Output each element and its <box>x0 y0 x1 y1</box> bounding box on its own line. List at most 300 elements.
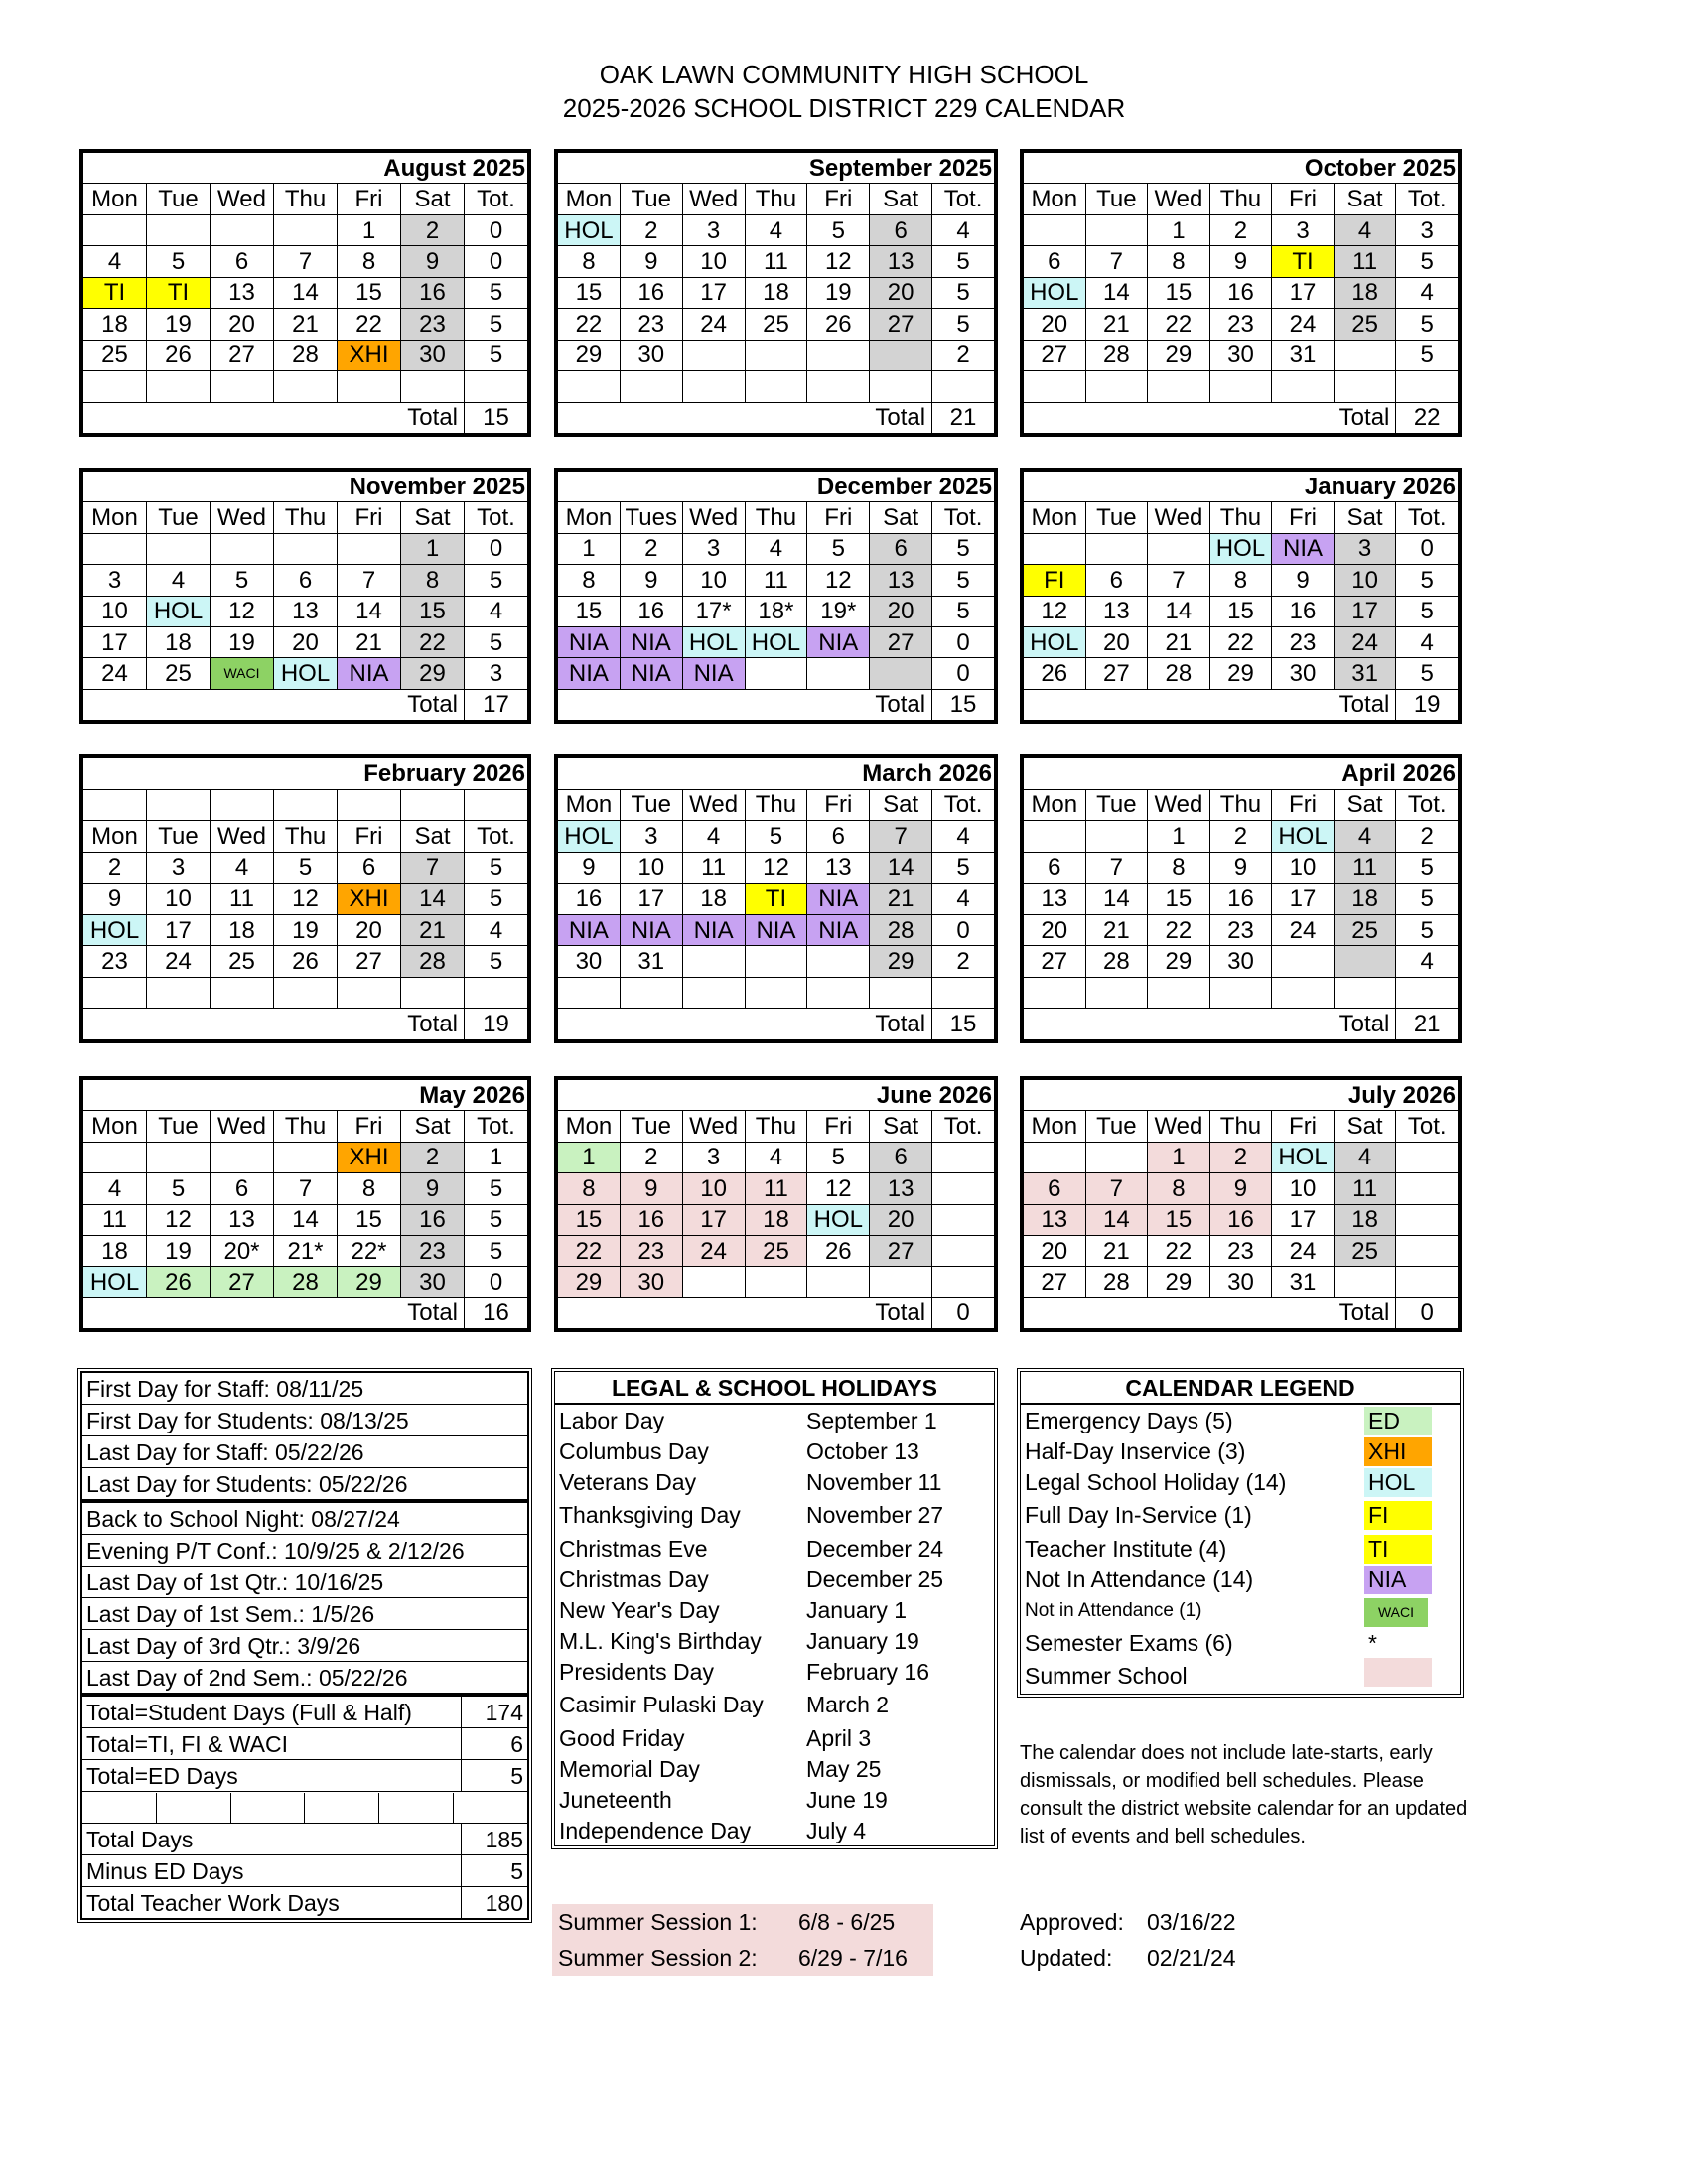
day-cell <box>807 977 870 1009</box>
day-cell: 6 <box>274 565 338 596</box>
day-cell: 2 <box>620 1142 682 1172</box>
day-cell: 15 <box>558 1204 621 1235</box>
holiday-date: March 2 <box>806 1692 890 1717</box>
day-cell: 10 <box>682 246 745 277</box>
day-cell <box>83 1142 147 1172</box>
holiday-name: Juneteenth <box>559 1786 672 1813</box>
weekday-label: Tue <box>147 1111 211 1142</box>
day-cell: 4 <box>682 821 745 853</box>
day-cell: 4 <box>147 565 211 596</box>
day-cell <box>274 789 338 821</box>
day-cell: 13 <box>1024 884 1086 915</box>
day-cell: 16 <box>1209 277 1272 308</box>
page-title <box>0 58 1688 125</box>
day-cell: 17 <box>682 277 745 308</box>
week-row <box>83 565 528 596</box>
day-cell: 31 <box>1334 658 1396 689</box>
week-row <box>83 852 528 884</box>
day-cell: 18 <box>83 309 147 340</box>
day-cell <box>83 977 147 1009</box>
week-total: 5 <box>465 626 528 657</box>
day-cell: 27 <box>870 1235 932 1266</box>
weekday-label: Fri <box>1272 184 1335 214</box>
weekday-label: Fri <box>807 789 870 821</box>
weekday-label: Sat <box>401 502 465 533</box>
day-cell <box>274 977 338 1009</box>
day-cell: 5 <box>807 533 870 564</box>
month-total-label: Total <box>558 1297 932 1328</box>
weekday-label: Wed <box>1148 184 1210 214</box>
week-row <box>558 309 995 340</box>
day-cell: 18 <box>745 1204 807 1235</box>
legend-label: Not In Attendance (14) <box>1025 1566 1254 1592</box>
weekday-label: Tot. <box>465 184 528 214</box>
day-cell: 29 <box>1148 1267 1210 1297</box>
day-cell: 3 <box>1272 214 1335 245</box>
day-cell: 24 <box>83 658 147 689</box>
weekday-label: Tue <box>1085 502 1148 533</box>
week-total <box>1396 1267 1459 1297</box>
approval-date: 03/16/22 <box>1147 1909 1236 1935</box>
day-cell: 14 <box>274 277 338 308</box>
month-total-value: 21 <box>1396 1009 1459 1040</box>
day-cell: 18 <box>83 1235 147 1266</box>
week-total: 3 <box>465 658 528 689</box>
weekday-label: Mon <box>1024 184 1086 214</box>
day-cell: 14 <box>1148 596 1210 626</box>
calendar-note: The calendar does not include late-starts, early dismissals, or modified bell schedules. Please consult the district website calendar for an updated list of events and bell schedules. <box>1020 1742 1468 1847</box>
day-cell <box>682 1267 745 1297</box>
day-cell: FI <box>1024 565 1086 596</box>
day-cell: HOL <box>558 214 621 245</box>
day-cell <box>1148 533 1210 564</box>
weekday-label: Wed <box>682 184 745 214</box>
day-cell: HOL <box>1272 1142 1335 1172</box>
day-cell: 25 <box>147 658 211 689</box>
day-cell: 8 <box>558 246 621 277</box>
week-total: 5 <box>932 277 995 308</box>
day-cell: 23 <box>83 946 147 978</box>
day-cell: XHI <box>338 884 401 915</box>
weekday-header-row <box>83 1111 528 1142</box>
weekday-header-row <box>83 502 528 533</box>
month-total-value: 15 <box>465 402 528 434</box>
month-title: June 2026 <box>558 1080 995 1111</box>
day-cell: 2 <box>1209 214 1272 245</box>
weekday-label: Wed <box>1148 1111 1210 1142</box>
month-grid <box>1023 1079 1459 1329</box>
weekday-label: Tues <box>620 502 682 533</box>
day-cell <box>745 371 807 402</box>
legend-row <box>1021 1594 1460 1627</box>
weekday-label: Mon <box>1024 502 1086 533</box>
week-total: 2 <box>932 340 995 370</box>
month-title: October 2025 <box>1024 153 1459 184</box>
day-cell <box>274 214 338 245</box>
week-row <box>83 626 528 657</box>
holiday-date: April 3 <box>806 1724 872 1751</box>
month-total-value: 19 <box>465 1009 528 1040</box>
legend-row <box>1021 1435 1460 1466</box>
day-cell: 29 <box>558 340 621 370</box>
day-cell: 16 <box>1209 884 1272 915</box>
day-cell: 8 <box>338 1173 401 1204</box>
day-cell: 30 <box>1209 340 1272 370</box>
legend-swatch-cell <box>1358 1466 1460 1497</box>
week-total: 5 <box>932 596 995 626</box>
day-cell: 15 <box>1148 1204 1210 1235</box>
day-cell <box>682 371 745 402</box>
weekday-label: Tot. <box>932 789 995 821</box>
day-cell: 8 <box>1148 1173 1210 1204</box>
summer-session-label: Summer Session 1: <box>552 1904 792 1940</box>
weekday-label: Tot. <box>465 502 528 533</box>
day-cell: 1 <box>401 533 465 564</box>
month-total-value: 0 <box>932 1297 995 1328</box>
day-cell: 31 <box>1272 340 1335 370</box>
day-cell: 20 <box>338 914 401 946</box>
day-cell: 3 <box>682 1142 745 1172</box>
summer-sessions <box>552 1904 933 1976</box>
holiday-row <box>555 1497 994 1533</box>
day-cell: 28 <box>1085 946 1148 978</box>
week-row <box>1024 1235 1459 1266</box>
approval-label: Updated: <box>1020 1945 1113 1971</box>
day-cell <box>1085 371 1148 402</box>
day-cell: 20* <box>211 1235 274 1266</box>
day-cell: 16 <box>401 277 465 308</box>
day-cell: 17 <box>83 626 147 657</box>
holidays-box <box>551 1368 998 1849</box>
day-cell: 6 <box>1024 1173 1086 1204</box>
month-grid <box>557 152 995 434</box>
spacer-row <box>82 1792 528 1824</box>
day-cell <box>1334 946 1396 978</box>
weekday-label: Wed <box>211 502 274 533</box>
week-row <box>1024 626 1459 657</box>
month-november-2025 <box>79 468 531 724</box>
holidays-table <box>555 1372 994 1845</box>
weekday-label: Mon <box>558 502 621 533</box>
legend-swatch: WACI <box>1364 1598 1428 1627</box>
day-cell <box>338 371 401 402</box>
day-cell <box>338 533 401 564</box>
week-row <box>83 884 528 915</box>
day-cell <box>1148 371 1210 402</box>
week-total <box>932 1173 995 1204</box>
week-total: 0 <box>932 914 995 946</box>
day-cell: 7 <box>1085 1173 1148 1204</box>
month-total-value: 22 <box>1396 402 1459 434</box>
day-cell: 30 <box>1272 658 1335 689</box>
day-cell <box>870 340 932 370</box>
day-cell: 4 <box>1334 1142 1396 1172</box>
day-cell: 24 <box>1272 309 1335 340</box>
day-cell: 10 <box>682 565 745 596</box>
approval-label: Approved: <box>1020 1909 1124 1935</box>
day-cell: 18 <box>1334 1204 1396 1235</box>
weekday-label: Thu <box>274 821 338 853</box>
holiday-date: June 19 <box>806 1786 888 1813</box>
day-cell: HOL <box>1209 533 1272 564</box>
month-grid <box>82 757 528 1040</box>
holiday-name: Christmas Day <box>559 1566 709 1592</box>
weekday-label: Mon <box>1024 1111 1086 1142</box>
week-row <box>558 914 995 946</box>
day-cell: 21* <box>274 1235 338 1266</box>
weekday-label: Tot. <box>1396 789 1459 821</box>
weekday-label: Fri <box>338 502 401 533</box>
day-cell: NIA <box>682 914 745 946</box>
week-total: 5 <box>1396 565 1459 596</box>
day-cell: 25 <box>1334 1235 1396 1266</box>
weekday-label: Fri <box>1272 789 1335 821</box>
day-cell: 31 <box>1272 1267 1335 1297</box>
day-cell <box>401 977 465 1009</box>
holiday-row <box>555 1722 994 1753</box>
day-cell <box>807 1267 870 1297</box>
week-row <box>558 565 995 596</box>
calendar-legend-box <box>1017 1368 1464 1698</box>
legend-label: Semester Exams (6) <box>1025 1629 1233 1656</box>
day-cell: 17 <box>147 914 211 946</box>
month-total-value: 15 <box>932 1009 995 1040</box>
day-cell <box>558 977 621 1009</box>
day-cell: 27 <box>338 946 401 978</box>
day-cell: 3 <box>83 565 147 596</box>
week-row <box>83 596 528 626</box>
summer-session-dates: 6/29 - 7/16 <box>792 1940 933 1976</box>
week-total: 5 <box>1396 852 1459 884</box>
day-cell: 26 <box>274 946 338 978</box>
weekday-label: Thu <box>274 502 338 533</box>
approval-row <box>1020 1904 1242 1940</box>
day-cell: 26 <box>1024 658 1086 689</box>
day-cell <box>83 789 147 821</box>
month-grid <box>557 471 995 721</box>
weekday-label: Tue <box>1085 789 1148 821</box>
holiday-date: January 19 <box>806 1627 919 1654</box>
day-cell: 17 <box>620 884 682 915</box>
day-cell: NIA <box>558 658 621 689</box>
week-total: 0 <box>1396 533 1459 564</box>
day-cell: 20 <box>1085 626 1148 657</box>
day-cell: 29 <box>338 1267 401 1297</box>
key-dates-box <box>77 1368 532 1923</box>
day-cell: 16 <box>558 884 621 915</box>
day-cell: NIA <box>1272 533 1335 564</box>
weekday-label: Tue <box>1085 1111 1148 1142</box>
day-cell: 25 <box>83 340 147 370</box>
holiday-date: May 25 <box>806 1755 882 1782</box>
legend-swatch-cell <box>1358 1497 1460 1533</box>
day-cell: 6 <box>211 246 274 277</box>
day-cell: 7 <box>1148 565 1210 596</box>
day-cell: TI <box>83 277 147 308</box>
day-cell: 6 <box>211 1173 274 1204</box>
weekday-label: Thu <box>274 184 338 214</box>
day-cell: 14 <box>1085 277 1148 308</box>
day-cell: 21 <box>1085 1235 1148 1266</box>
day-cell: 23 <box>1209 1235 1272 1266</box>
weekday-label: Wed <box>211 1111 274 1142</box>
week-total: 4 <box>1396 946 1459 978</box>
week-total: 5 <box>465 852 528 884</box>
day-cell: 9 <box>620 565 682 596</box>
day-cell: 21 <box>870 884 932 915</box>
month-total-value: 19 <box>1396 689 1459 720</box>
holiday-name: Labor Day <box>559 1407 665 1433</box>
weekday-label: Thu <box>274 1111 338 1142</box>
day-cell: 6 <box>870 533 932 564</box>
day-cell: HOL <box>147 596 211 626</box>
approval-date: 02/21/24 <box>1147 1945 1236 1971</box>
week-total: 5 <box>465 277 528 308</box>
total-line-value: 6 <box>462 1728 528 1760</box>
day-cell: 29 <box>1148 340 1210 370</box>
weekday-label: Sat <box>401 184 465 214</box>
day-cell <box>870 371 932 402</box>
week-row <box>1024 214 1459 245</box>
key-dates-table <box>81 1372 528 1919</box>
week-total <box>932 977 995 1009</box>
week-total: 4 <box>1396 626 1459 657</box>
week-total: 5 <box>465 946 528 978</box>
week-row <box>1024 1267 1459 1297</box>
day-cell: HOL <box>807 1204 870 1235</box>
day-cell: 23 <box>401 1235 465 1266</box>
week-row <box>558 596 995 626</box>
week-total: 5 <box>932 246 995 277</box>
day-cell: 15 <box>558 596 621 626</box>
day-cell: NIA <box>682 658 745 689</box>
week-row <box>1024 246 1459 277</box>
day-cell: 15 <box>558 277 621 308</box>
week-row <box>83 309 528 340</box>
day-cell: 28 <box>1085 340 1148 370</box>
day-cell: 8 <box>1148 852 1210 884</box>
day-cell: NIA <box>620 658 682 689</box>
day-cell: HOL <box>83 1267 147 1297</box>
day-cell: 20 <box>870 1204 932 1235</box>
day-cell: 5 <box>147 246 211 277</box>
day-cell: 16 <box>620 277 682 308</box>
day-cell: 24 <box>1334 626 1396 657</box>
total-line: Total=ED Days <box>82 1760 462 1792</box>
week-total: 5 <box>1396 884 1459 915</box>
month-grid <box>1023 757 1459 1040</box>
weekday-label: Thu <box>1209 184 1272 214</box>
week-total: 0 <box>465 533 528 564</box>
weekday-label: Thu <box>745 1111 807 1142</box>
legend-swatch-cell <box>1358 1564 1460 1594</box>
day-cell: 20 <box>1024 914 1086 946</box>
day-cell: 6 <box>1085 565 1148 596</box>
day-cell: 21 <box>274 309 338 340</box>
day-cell: 16 <box>401 1204 465 1235</box>
day-cell: NIA <box>620 914 682 946</box>
month-total-label: Total <box>1024 1009 1396 1040</box>
day-cell: HOL <box>558 821 621 853</box>
day-cell: 23 <box>620 309 682 340</box>
day-cell: 4 <box>83 1173 147 1204</box>
holiday-name: Casimir Pulaski Day <box>559 1692 764 1717</box>
key-date: First Day for Staff: 08/11/25 <box>82 1373 528 1405</box>
week-total: 2 <box>932 946 995 978</box>
day-cell: 22* <box>338 1235 401 1266</box>
weekday-header-row <box>558 1111 995 1142</box>
month-total-label: Total <box>558 402 932 434</box>
weekday-header-row <box>1024 502 1459 533</box>
day-cell: 22 <box>558 1235 621 1266</box>
day-cell <box>1209 977 1272 1009</box>
week-total <box>932 1204 995 1235</box>
weekday-label: Fri <box>807 1111 870 1142</box>
month-grid <box>557 1079 995 1329</box>
month-total-label: Total <box>558 1009 932 1040</box>
week-row <box>83 246 528 277</box>
day-cell: 17 <box>1272 1204 1335 1235</box>
day-cell: 10 <box>147 884 211 915</box>
week-total <box>1396 1142 1459 1172</box>
holiday-date: October 13 <box>806 1437 919 1464</box>
day-cell: 16 <box>620 596 682 626</box>
day-cell: HOL <box>83 914 147 946</box>
day-cell: 18 <box>745 277 807 308</box>
month-total-value: 17 <box>465 689 528 720</box>
day-cell: 20 <box>1024 309 1086 340</box>
holiday-name: Memorial Day <box>559 1755 700 1782</box>
day-cell: 26 <box>807 1235 870 1266</box>
month-total-label: Total <box>83 1297 465 1328</box>
day-cell <box>83 533 147 564</box>
weekday-label: Wed <box>682 789 745 821</box>
approval-dates <box>1020 1904 1242 1976</box>
weekday-label: Mon <box>83 502 147 533</box>
holiday-name: Christmas Eve <box>559 1535 708 1562</box>
day-cell: 24 <box>682 1235 745 1266</box>
weekday-label: Sat <box>870 1111 932 1142</box>
day-cell <box>807 946 870 978</box>
month-total-value: 21 <box>932 402 995 434</box>
day-cell: 3 <box>1334 533 1396 564</box>
holiday-row <box>555 1625 994 1656</box>
month-title: July 2026 <box>1024 1080 1459 1111</box>
weekday-label: Sat <box>1334 1111 1396 1142</box>
day-cell: 5 <box>274 852 338 884</box>
week-total <box>465 977 528 1009</box>
week-row <box>83 914 528 946</box>
legend-swatch <box>1364 1658 1432 1687</box>
event-date: Last Day of 1st Qtr.: 10/16/25 <box>82 1567 528 1598</box>
month-december-2025 <box>554 468 998 724</box>
holiday-date: December 24 <box>806 1535 944 1562</box>
week-total: 0 <box>932 658 995 689</box>
weekday-label: Thu <box>745 789 807 821</box>
day-cell: HOL <box>274 658 338 689</box>
day-cell: 2 <box>620 533 682 564</box>
weekday-label: Sat <box>401 1111 465 1142</box>
day-cell: 22 <box>1148 309 1210 340</box>
day-cell: 4 <box>1334 214 1396 245</box>
holiday-date: July 4 <box>806 1817 867 1843</box>
day-cell <box>147 1142 211 1172</box>
day-cell: 7 <box>274 246 338 277</box>
weekday-label: Mon <box>83 821 147 853</box>
day-cell: TI <box>147 277 211 308</box>
week-row <box>558 821 995 853</box>
day-cell: 14 <box>1085 1204 1148 1235</box>
